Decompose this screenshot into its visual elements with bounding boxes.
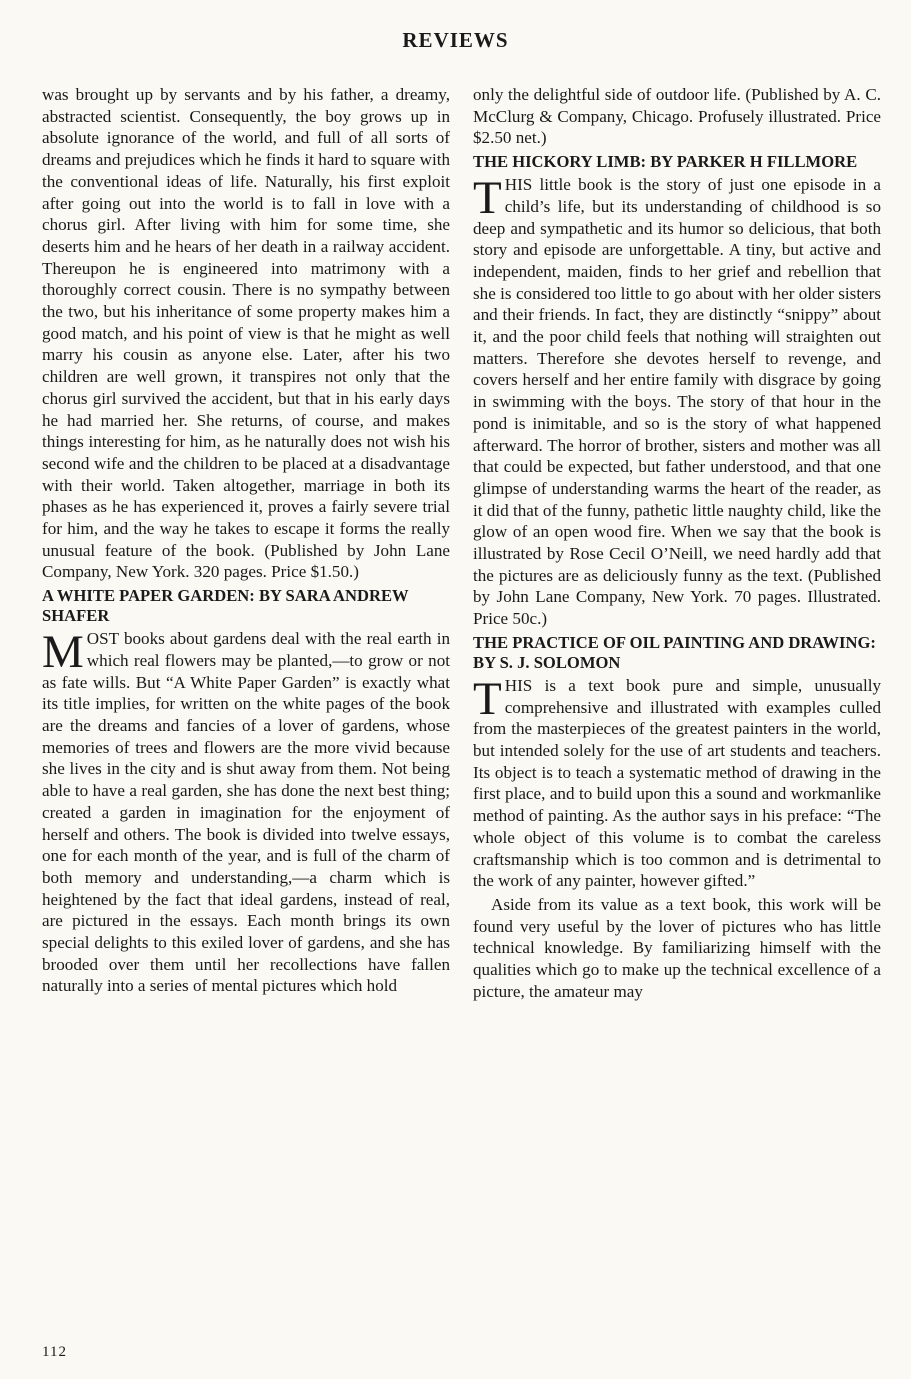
right-column [473,84,881,1002]
review-body-hickory-limb [473,174,881,630]
page-number: 112 [42,1344,67,1360]
review-body-text: HIS is a text book pure and simple, unusually comprehensive and illustrated with examples culled from the masterpieces of the greatest painters in the world, but intended solely for the use of art students and teachers. Its object is to teach a systematic method of drawing in the first place, and to build upon this a sound and workmanlike method of painting. As the author says in his preface: “The whole object of this volume is to combat the careless craftsmanship which is too common and is detrimental to the work of any painter, however gifted.” [473,675,881,891]
drop-cap: T [473,172,502,225]
drop-cap: T [473,672,502,725]
review-heading-hickory-limb: THE HICKORY LIMB: BY PARKER H FILLMORE [473,152,858,172]
review-body-oil-painting-paragraph-2: Aside from its value as a text book, this work will be found very useful by the lover of pictures who has little technical knowledge. By familiarizing himself with the qualities which go to make up the technical excellence of a picture, the amateur may [473,894,881,1001]
review-body-text: HIS little book is the story of just one episode in a child’s life, but its understanding of childhood is so deep and sympathetic and its humor so delicious, that both story and episode are unforgettable. A tiny, but active and independent, maiden, finds to her grief and rebellion that she is considered too little to go about with her older sisters and their friends. In fact, they are distinctly “snippy” about it, and the poor child feels that nothing will straighten out matters. Therefore she devotes herself to revenge, and covers herself and her entire family with disgrace by going in swimming with the boys. The story of that hour in the pond is inimitable, and so is the story of what happened afterward. The horror of brother, sisters and mother was all that could be expected, but father understood, and that one glimpse of understanding warms the heart of the reader, as it did that of the funny, pathetic little naughty child, like the glow of an open wood fire. When we say that the book is illustrated by Rose Cecil O’Neill, we need hardly add that the pictures are as deliciously funny as the text. (Published by John Lane Company, New York. 70 pages. Illustrated. Price 50c.) [473,175,881,629]
review-body-white-paper-garden [42,628,450,997]
continued-review-text: was brought up by servants and by his father, a dreamy, abstracted scientist. Consequently, the boy grows up in absolute ignorance of the world, and full of all sorts of dreams and prejudices which he finds it hard to square with the conventional ideas of life. Naturally, his first exploit after going out into the world is to fall in love with a chorus girl. After living with him for some time, she deserts him and he hears of her death in a railway accident. Thereupon he is engineered into matrimony with a thoroughly correct cousin. There is no sympathy between the two, but his inheritance of some property makes him a good match, and his point of view is that he might as well marry his cousin as anyone else. Later, after his two children are well grown, it transpires not only that the chorus girl survived the accident, but that in his early days he had married her. She returns, of course, and makes things interesting for him, as he naturally does not wish his second wife and the children to be placed at a disadvantage with their world. Taken altogether, marriage in both its phases as he has experienced it, proves a fairly severe trial for him, and the way he takes to escape it forms the really unusual feature of the book. (Published by John Lane Company, New York. 320 pages. Price $1.50.) [42,85,450,582]
drop-cap: M [42,626,84,679]
review-heading-oil-painting: THE PRACTICE OF OIL PAINTING AND DRAWING: BY S. J. SOLOMON [473,632,876,672]
running-header: REVIEWS [402,28,509,52]
review-heading-white-paper-garden: A WHITE PAPER GARDEN: BY SARA ANDREW SHAFER [42,586,409,626]
review-body-oil-painting [473,672,881,892]
continued-review-text: only the delightful side of outdoor life. (Published by A. C. McClurg & Company, Chicago. Profusely illustrated. Price $2.50 net.) [473,85,881,148]
left-column [42,84,450,997]
review-body-text: OST books about gardens deal with the real earth in which real flowers may be planted,—to grow or not as fate wills. But “A White Paper Garden” is exactly what its title implies, for written on the white pages of the book are the dreams and fancies of a lover of gardens, whose memories of trees and flowers are the more vivid because she lives in the city and is shut away from them. Not being able to have a real garden, she has done the next best thing; created a garden in imagination for the enjoyment of herself and others. The book is divided into twelve essays, one for each month of the year, and is full of the charm of both memory and understanding,—a charm which is heightened by the fact that ideal gardens, instead of real, are pictured in the essays. Each month brings its own special delights to this exiled lover of gardens, and she has brooded over them until her recollections have fallen naturally into a series of mental pictures which hold [42,629,450,996]
